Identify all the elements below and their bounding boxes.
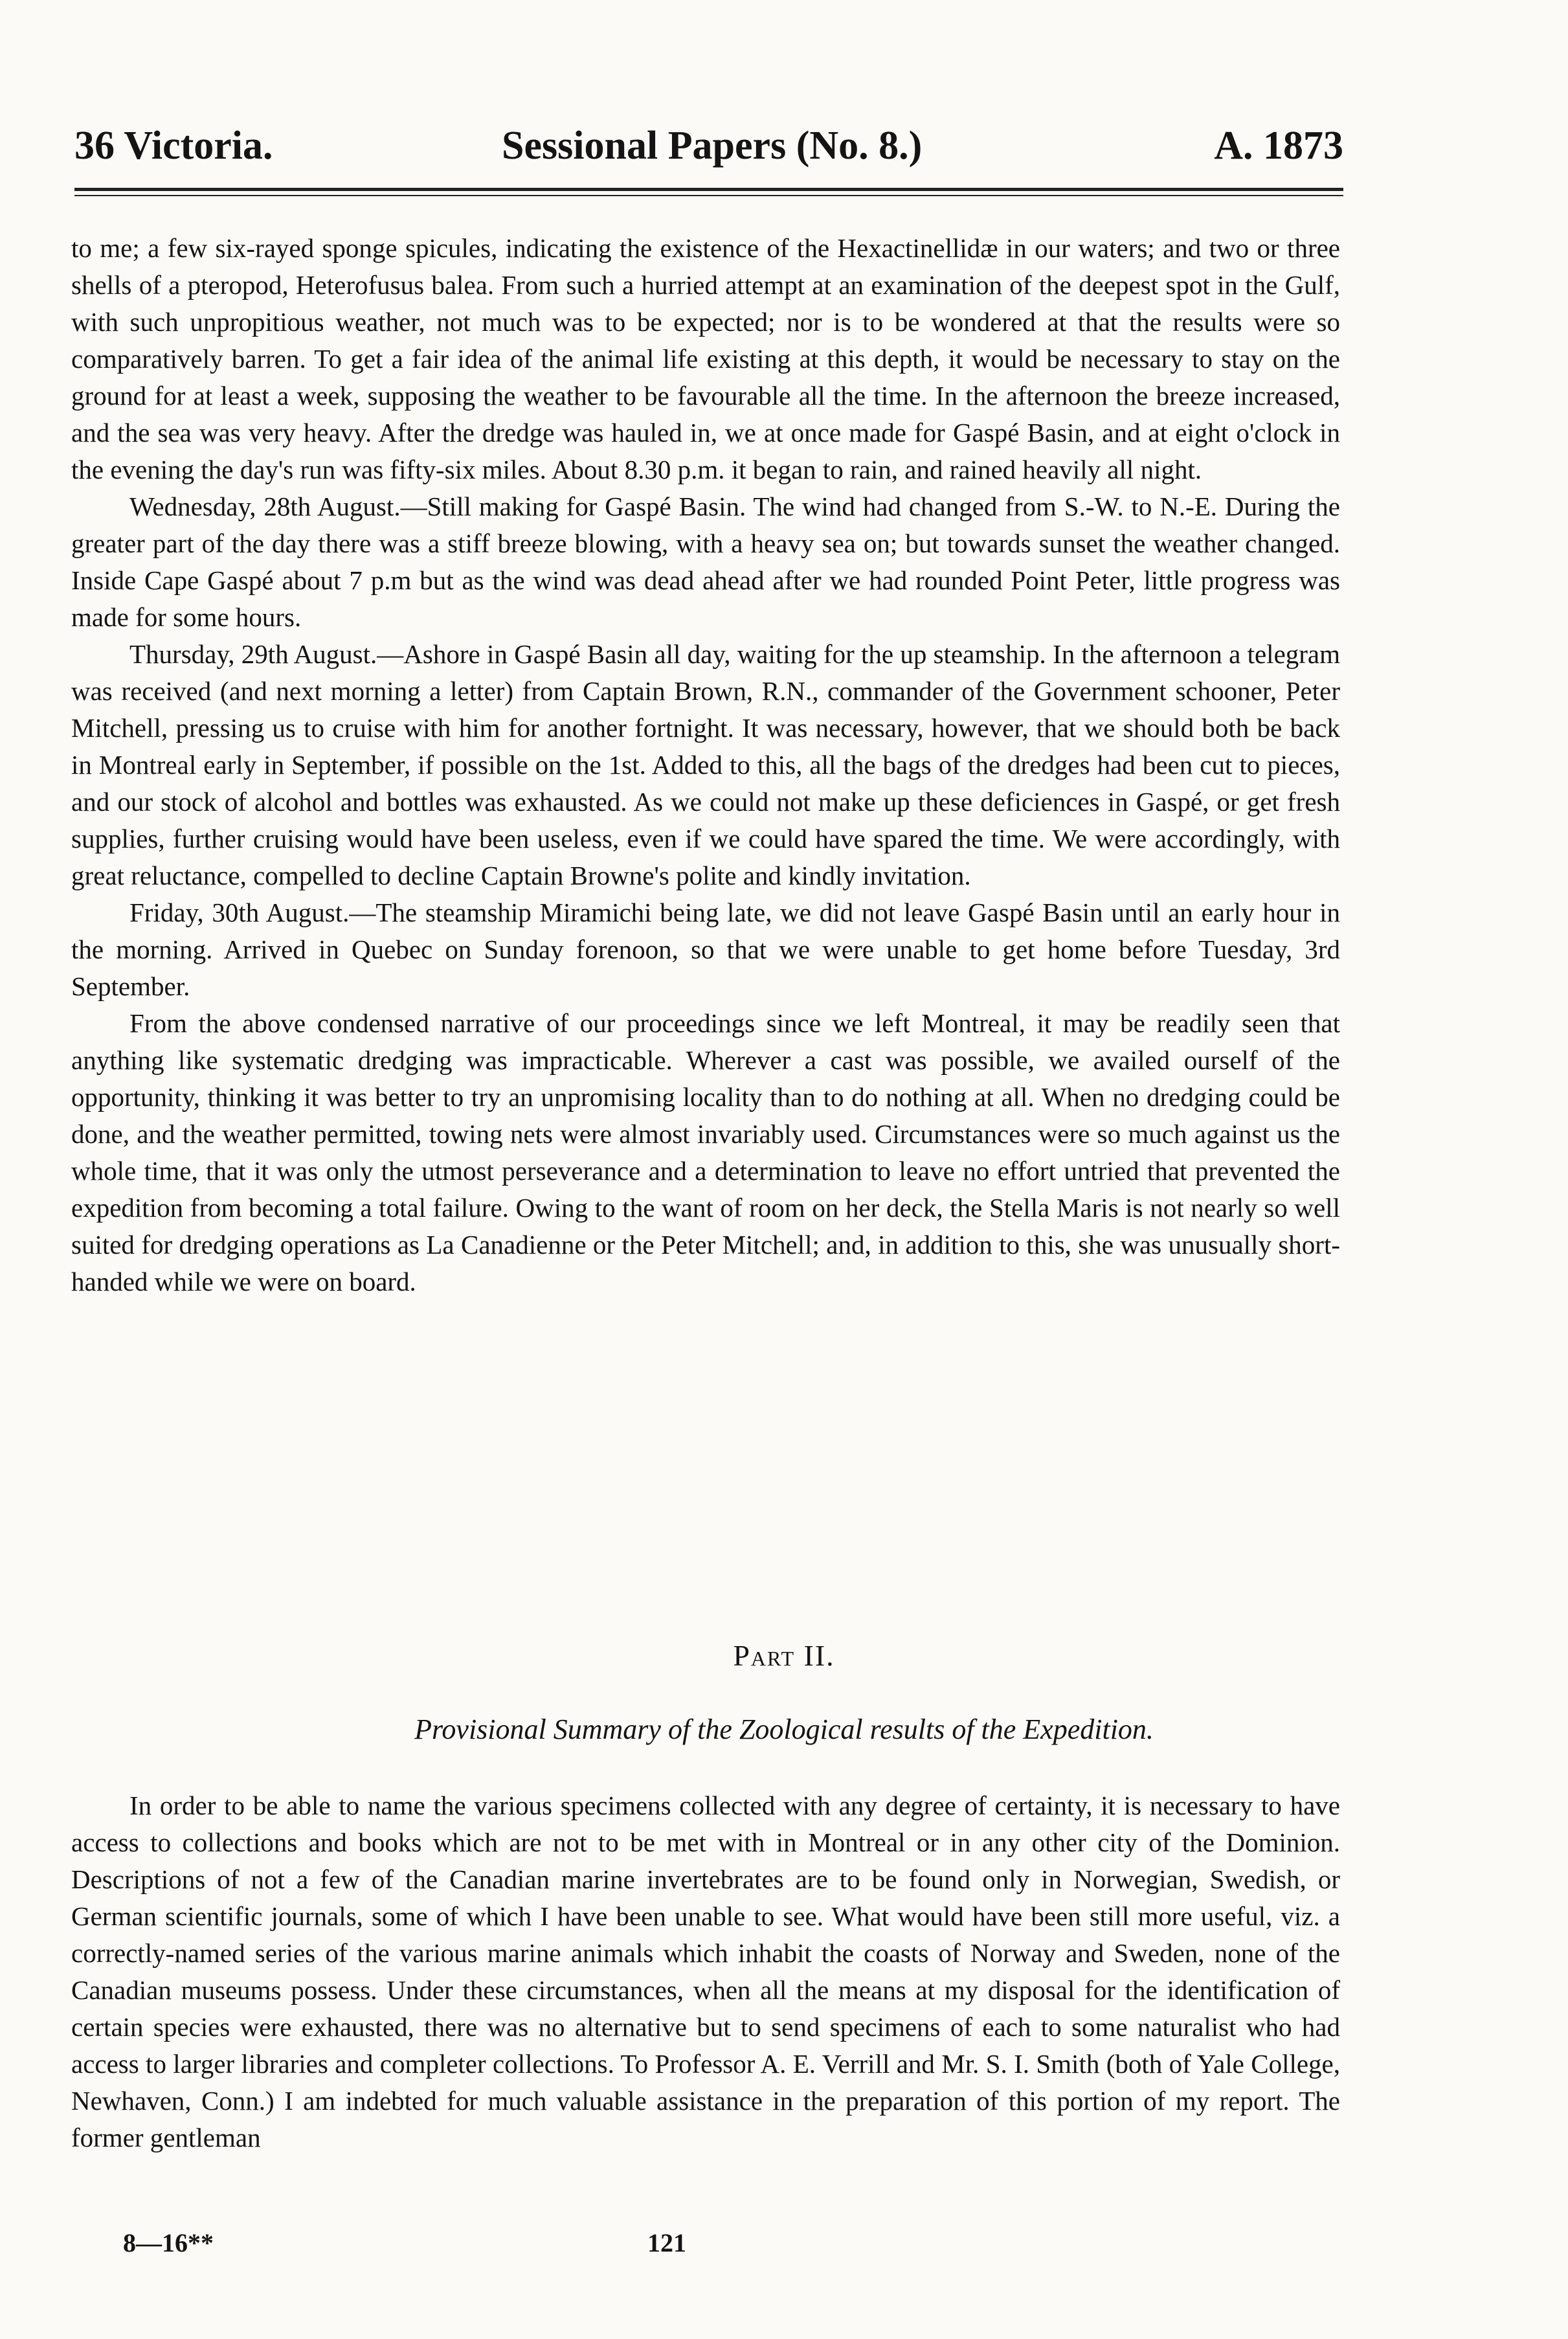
header-rule-thick (74, 188, 1343, 191)
header-year: A. 1873 (1214, 124, 1343, 168)
header-volume: 36 Victoria. (74, 124, 273, 168)
narrative-body (71, 230, 1340, 1300)
running-header (74, 123, 1343, 175)
section-subtitle: Provisional Summary of the Zoological results of the Expedition. (414, 1713, 1154, 1745)
page-number: 121 (647, 2228, 686, 2257)
header-title: Sessional Papers (No. 8.) (502, 124, 923, 168)
part-heading: Part II. (733, 1639, 835, 1672)
paragraph: From the above condensed narrative of our proceedings since we left Montreal, it may be readily seen that anything like systematic dredging was impracticable. Wherever a cast was possible, we availed ourself of the opportunity, thinking it was better to try an unpromising locality than to do nothing at all. When no dredging could be done, and the weather permitted, towing nets were almost invariably used. Circumstances were so much against us the whole time, that it was only the utmost perseverance and a determination to leave no effort untried that prevented the expedition from becoming a total failure. Owing to the want of room on her deck, the Stella Maris is not nearly so well suited for dredging operations as La Canadienne or the Peter Mitchell; and, in addition to this, she was unusually short-handed while we were on board. (71, 1008, 1340, 1296)
paragraph: Thursday, 29th August.—Ashore in Gaspé Basin all day, waiting for the up steamship. In the afternoon a telegram was received (and next morning a letter) from Captain Brown, R.N., commander of the Government schooner, Peter Mitchell, pressing us to cruise with him for another fortnight. It was necessary, however, that we should both be back in Montreal early in September, if possible on the 1st. Added to this, all the bags of the dredges had been cut to pieces, and our stock of alcohol and bottles was exhausted. As we could not make up these deficiences in Gaspé, or get fresh supplies, further cruising would have been useless, even if we could have spared the time. We were accordingly, with great reluctance, compelled to decline Captain Browne's polite and kindly invitation. (71, 639, 1341, 890)
header-rule-thin (74, 195, 1343, 196)
signature-mark: 8—16** (123, 2228, 214, 2257)
paragraph: In order to be able to name the various specimens collected with any degree of certainty, it is necessary to have access to collections and books which are not to be met with in Montreal or in any other city of the Dominion. Descriptions of not a few of the Canadian marine invertebrates are to be found only in Norwegian, Swedish, or German scientific journals, some of which I have been unable to see. What would have been still more useful, viz. a correctly-named series of the various marine animals which inhabit the coasts of Norway and Sweden, none of the Canadian museums possess. Under these circumstances, when all the means at my disposal for the identification of certain species were exhausted, there was no alternative but to send specimens of each to some naturalist who had access to larger libraries and completer collections. To Professor A. E. Verrill and Mr. S. I. Smith (both of Yale College, Newhaven, Conn.) I am indebted for much valuable assistance in the preparation of this portion of my report. The former gentleman (71, 1791, 1340, 2153)
summary-body (71, 1787, 1340, 2156)
paragraph: to me; a few six-rayed sponge spicules, indicating the existence of the Hexactinellidæ in our waters; and two or three shells of a pteropod, Heterofusus balea. From such a hurried attempt at an examination of the deepest spot in the Gulf, with such unpropitious weather, not much was to be expected; nor is to be wondered at that the results were so comparatively barren. To get a fair idea of the animal life existing at this depth, it would be necessary to stay on the ground for at least a week, supposing the weather to be favourable all the time. In the afternoon the breeze increased, and the sea was very heavy. After the dredge was hauled in, we at once made for Gaspé Basin, and at eight o'clock in the evening the day's run was fifty-six miles. About 8.30 p.m. it began to rain, and rained heavily all night. (71, 233, 1340, 484)
paragraph: Wednesday, 28th August.—Still making for Gaspé Basin. The wind had changed from S.-W. to N.-E. During the greater part of the day there was a stiff breeze blowing, with a heavy sea on; but towards sunset the weather changed. Inside Cape Gaspé about 7 p.m but as the wind was dead ahead after we had rounded Point Peter, little progress was made for some hours. (71, 492, 1340, 632)
paragraph: Friday, 30th August.—The steamship Miramichi being late, we did not leave Gaspé Basin until an early hour in the morning. Arrived in Quebec on Sunday forenoon, so that we were unable to get home before Tuesday, 3rd September. (71, 898, 1340, 1001)
